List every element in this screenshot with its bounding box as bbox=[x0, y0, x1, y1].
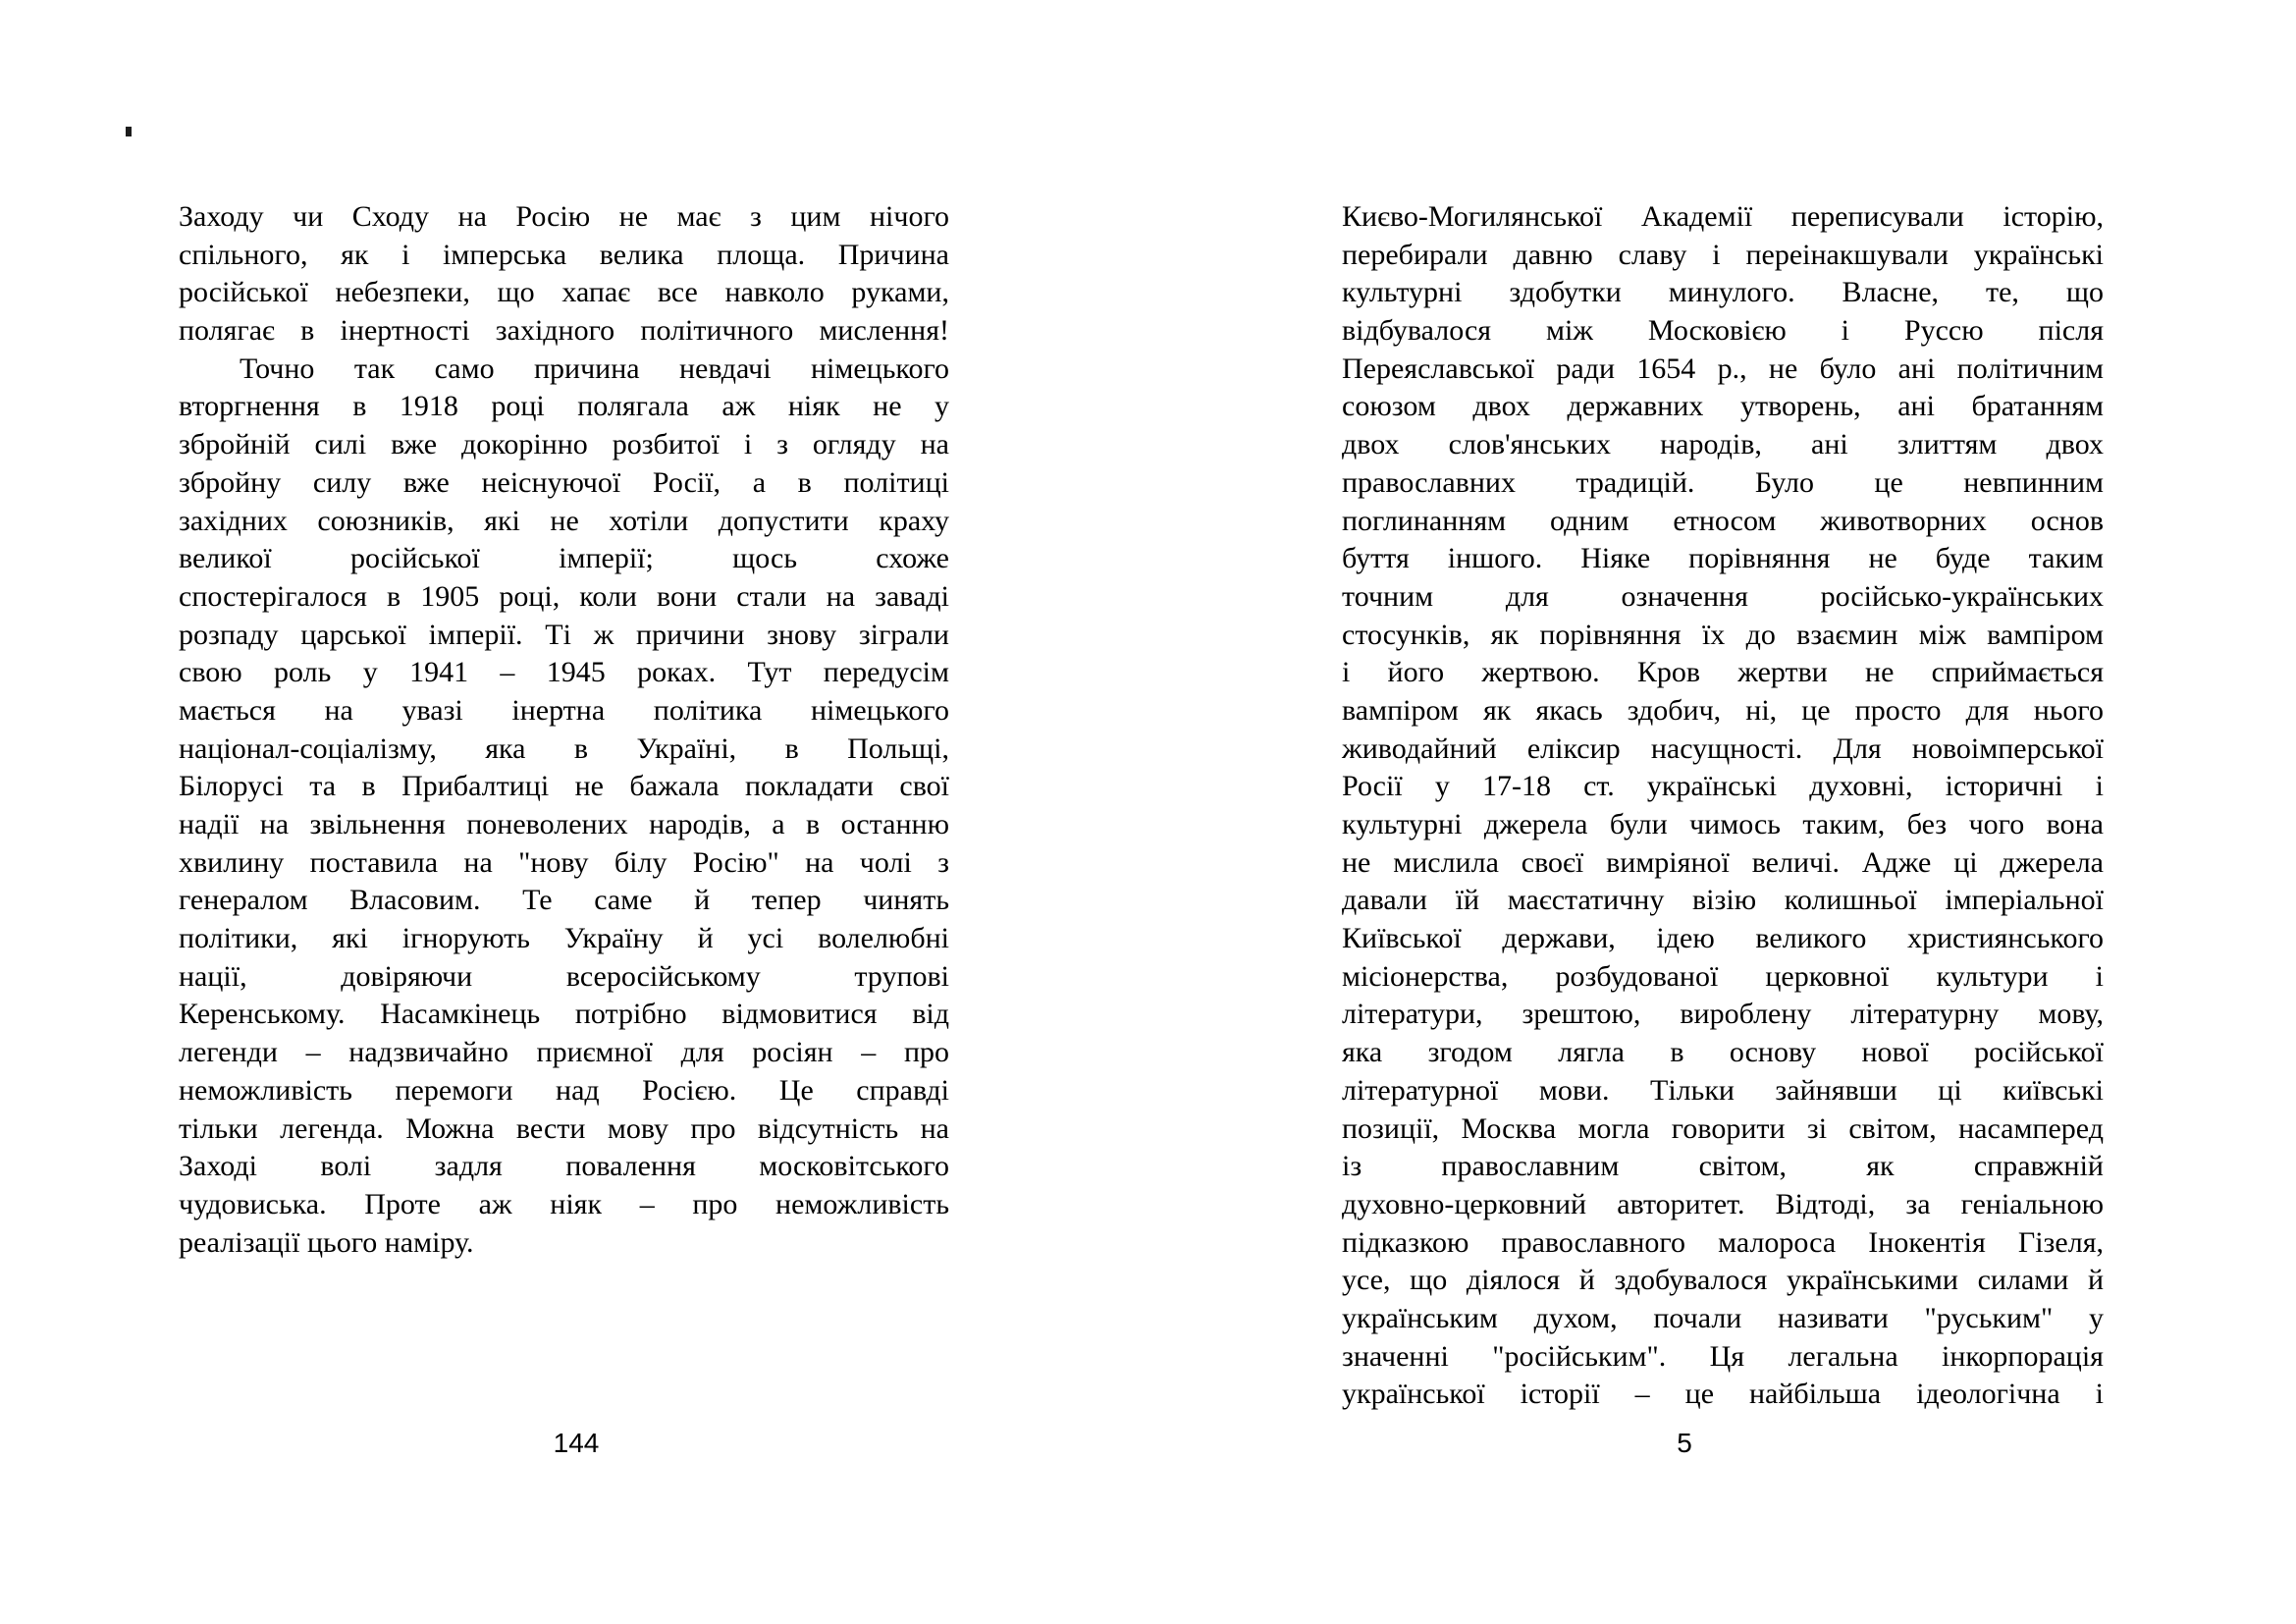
page-number-left: 144 bbox=[553, 1428, 600, 1458]
text-line: літературної мови. Тільки зайнявши ці київські bbox=[1342, 1073, 2104, 1107]
text-line: свою роль у 1941 – 1945 роках. Тут передусім bbox=[179, 656, 949, 689]
text-line: місіонерства, розбудованої церковної культури і bbox=[1342, 959, 2104, 993]
page-right-text-column bbox=[1342, 198, 2104, 1414]
text-line: перебирали давню славу і переінакшували українські bbox=[1342, 238, 2104, 271]
text-line: не мислила своєї вимріяної величі. Адже ці джерела bbox=[1342, 845, 2104, 879]
text-line: мається на увазі інертна політика німецького bbox=[179, 693, 949, 727]
text-line: православних традицій. Було це невпинним bbox=[1342, 465, 2104, 499]
text-line: усе, що діялося й здобувалося українськими силами й bbox=[1342, 1264, 2104, 1297]
text-line: чудовиська. Проте аж ніяк – про неможливість bbox=[179, 1187, 949, 1220]
text-line: літератури, зрештою, вироблену літературну мову, bbox=[1342, 998, 2104, 1031]
text-line: Київської держави, ідею великого християнського bbox=[1342, 922, 2104, 955]
text-line: російської небезпеки, що хапає все навколо руками, bbox=[179, 276, 949, 309]
text-line: збройній силі вже докорінно розбитої і з огляду на bbox=[179, 428, 949, 461]
text-line: точним для означення російсько-українських bbox=[1342, 579, 2104, 613]
text-line: генералом Власовим. Те саме й тепер чинять bbox=[179, 884, 949, 917]
text-line: легенди – надзвичайно приємної для росіян – про bbox=[179, 1036, 949, 1069]
text-line: західних союзників, які не хотіли допустити краху bbox=[179, 504, 949, 537]
text-line: значенні "російським". Ця легальна інкорпорація bbox=[1342, 1339, 2104, 1373]
text-line: українським духом, почали називати "руським" у bbox=[1342, 1301, 2104, 1334]
text-line: Києво-Могилянської Академії переписували історію, bbox=[1342, 200, 2104, 233]
text-line: Точно так само причина невдачі німецького bbox=[240, 352, 949, 385]
text-line: хвилину поставила на "нову білу Росію" на чолі з bbox=[179, 845, 949, 879]
text-line: буття іншого. Ніяке порівняння не буде таким bbox=[1342, 542, 2104, 575]
text-line: збройну силу вже неіснуючої Росії, а в політиці bbox=[179, 465, 949, 499]
text-line: української історії – це найбільша ідеологічна і bbox=[1342, 1378, 2104, 1411]
text-line: союзом двох державних утворень, ані братанням bbox=[1342, 390, 2104, 423]
text-line: поглинанням одним етносом животворних основ bbox=[1342, 504, 2104, 537]
text-line: розпаду царської імперії. Ті ж причини знову зіграли bbox=[179, 618, 949, 651]
text-line: із православним світом, як справжній bbox=[1342, 1150, 2104, 1183]
text-line: неможливість перемоги над Росією. Це справді bbox=[179, 1073, 949, 1107]
text-line: позиції, Москва могла говорити зі світом, насамперед bbox=[1342, 1111, 2104, 1145]
text-line: стосунків, як порівняння їх до взаємин між вампіром bbox=[1342, 618, 2104, 651]
text-line: спільного, як і імперська велика площа. Причина bbox=[179, 238, 949, 271]
text-line: вампіром як якась здобич, ні, це просто для нього bbox=[1342, 693, 2104, 727]
text-line: яка згодом лягла в основу нової російської bbox=[1342, 1036, 2104, 1069]
text-line: Переяславської ради 1654 р., не було ані політичним bbox=[1342, 352, 2104, 385]
text-line: полягає в інертності західного політичного мислення! bbox=[179, 314, 949, 348]
text-line: політики, які ігнорують Україну й усі волелюбні bbox=[179, 922, 949, 955]
text-line: відбувалося між Московією і Руссю після bbox=[1342, 314, 2104, 348]
scan-artifact bbox=[126, 127, 132, 136]
page-number-right: 5 bbox=[1677, 1428, 1692, 1458]
text-line: живодайний еліксир насущності. Для новоімперської bbox=[1342, 731, 2104, 765]
text-line: реалізації цього наміру. bbox=[179, 1225, 474, 1259]
text-line: Керенському. Насамкінець потрібно відмовитися від bbox=[179, 998, 949, 1031]
text-line: надії на звільнення поневолених народів, а в останню bbox=[179, 808, 949, 840]
text-line: великої російської імперії; щось схоже bbox=[179, 542, 949, 575]
text-line: і його жертвою. Кров жертви не сприймається bbox=[1342, 656, 2104, 689]
text-line: Заходу чи Сходу на Росію не має з цим нічого bbox=[179, 200, 949, 233]
text-line: духовно-церковний авторитет. Відтоді, за геніальною bbox=[1342, 1187, 2104, 1220]
text-line: культурні здобутки минулого. Власне, те, що bbox=[1342, 276, 2104, 309]
text-line: Заході волі задля повалення московітського bbox=[179, 1150, 949, 1183]
text-line: підказкою православного малороса Інокентія Гізеля, bbox=[1342, 1225, 2104, 1259]
text-line: двох слов'янських народів, ані злиттям двох bbox=[1342, 428, 2104, 461]
text-line: давали їй маєстатичну візію колишньої імперіальної bbox=[1342, 884, 2104, 917]
text-line: Білорусі та в Прибалтиці не бажала покладати свої bbox=[179, 770, 949, 803]
text-line: тільки легенда. Можна вести мову про відсутність на bbox=[179, 1111, 949, 1145]
page-left-text-column bbox=[179, 198, 949, 1262]
text-line: культурні джерела були чимось таким, без чого вона bbox=[1342, 808, 2104, 840]
text-line: вторгнення в 1918 році полягала аж ніяк не у bbox=[179, 390, 949, 423]
text-line: нації, довіряючи всеросійському трупові bbox=[179, 959, 949, 993]
text-line: націонал-соціалізму, яка в Україні, в Польщі, bbox=[179, 731, 949, 765]
text-line: Росії у 17-18 ст. українські духовні, історичні і bbox=[1342, 770, 2104, 803]
text-line: спостерігалося в 1905 році, коли вони стали на заваді bbox=[179, 579, 949, 613]
